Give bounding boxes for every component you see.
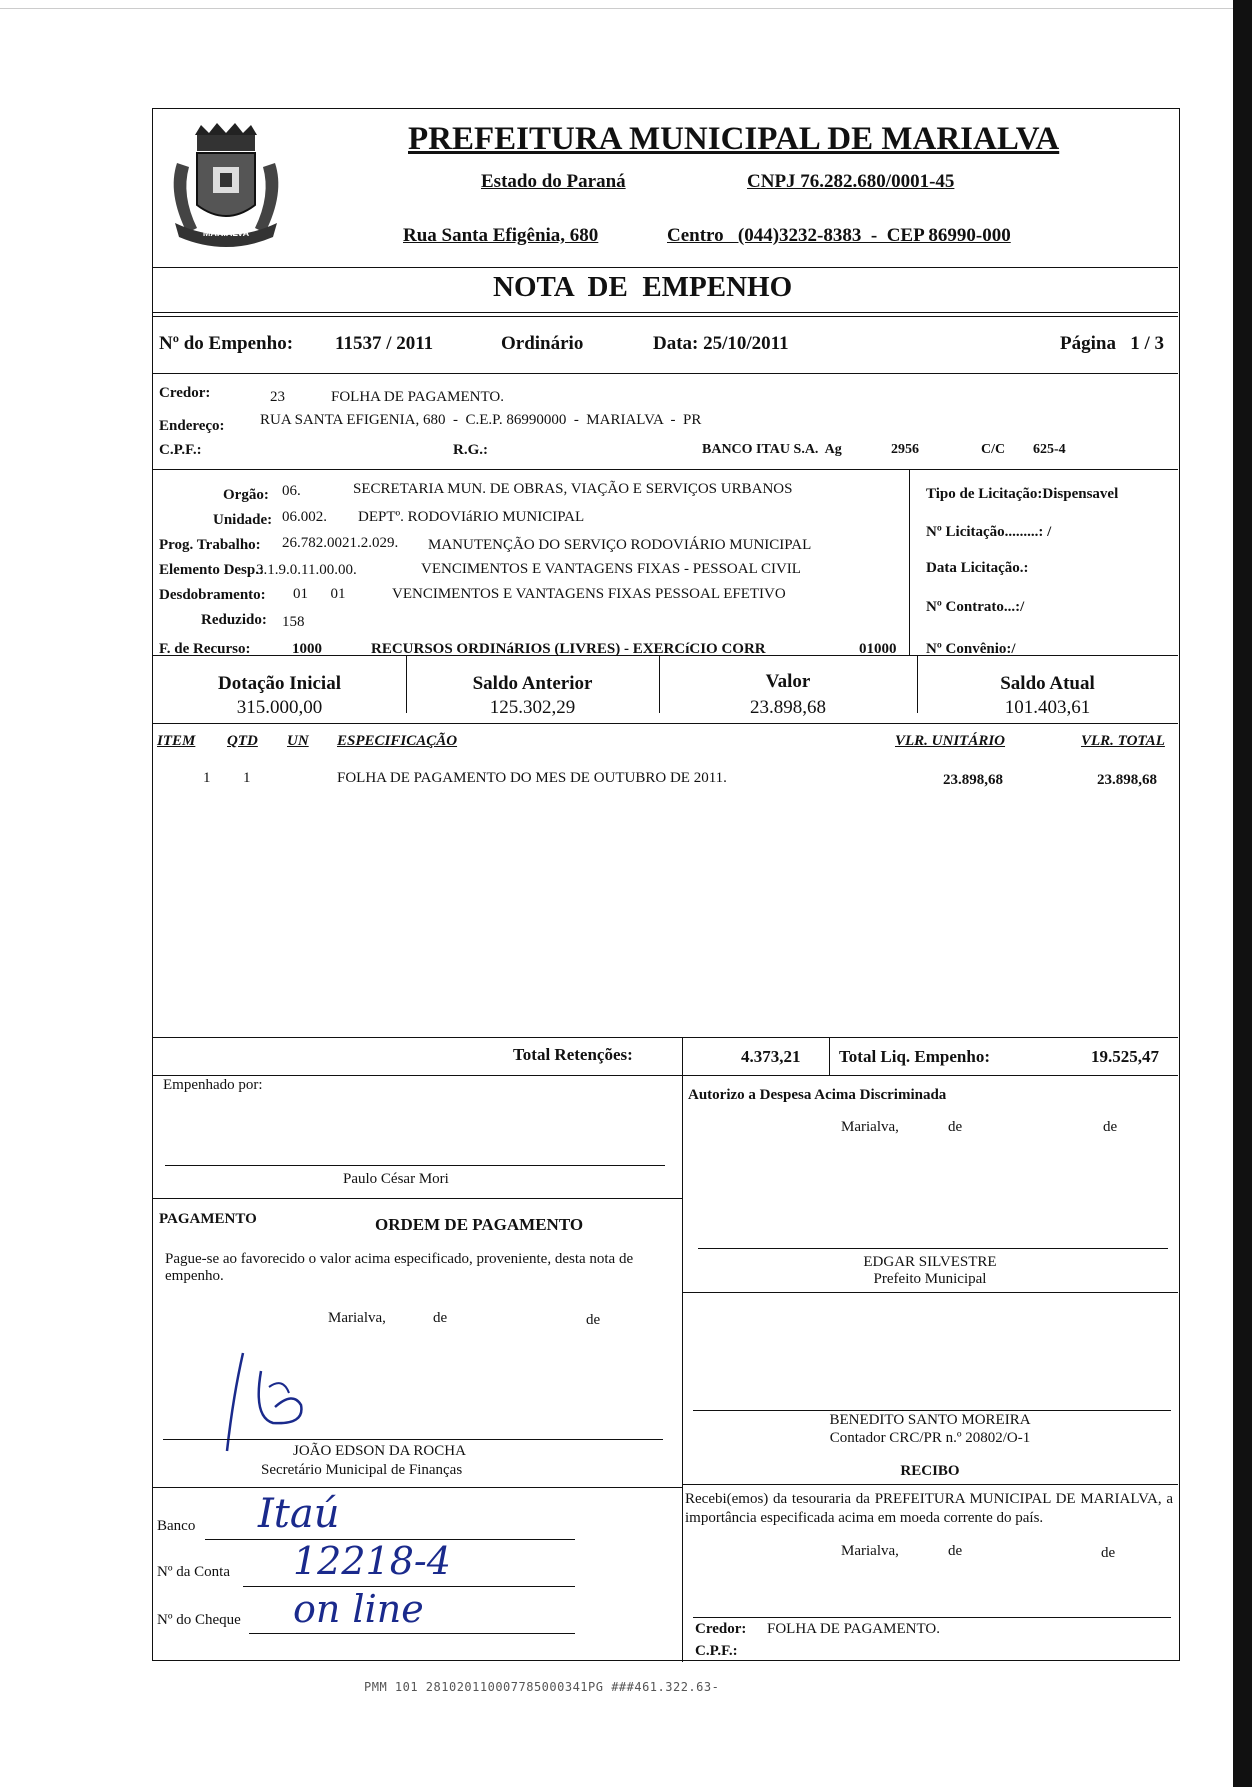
- autorizo-de-1: de: [948, 1119, 963, 1135]
- recibo-de-1: de: [948, 1543, 963, 1559]
- desdob-name: VENCIMENTOS E VANTAGENS FIXAS PESSOAL EFETIVO: [392, 586, 786, 602]
- col-qtd: QTD: [227, 733, 258, 749]
- rg-label: R.G.:: [453, 442, 488, 458]
- empenhado-label: Empenhado por:: [163, 1077, 263, 1093]
- item-unit-value: 23.898,68: [943, 772, 1003, 788]
- elemento-code: 3.1.9.0.11.00.00.: [256, 562, 357, 578]
- total-liquido-label: Total Liq. Empenho:: [839, 1047, 990, 1066]
- cpf-label: C.P.F.:: [159, 442, 202, 458]
- empenhado-name: Paulo César Mori: [343, 1171, 449, 1187]
- elemento-name: VENCIMENTOS E VANTAGENS FIXAS - PESSOAL CIVIL: [421, 561, 801, 577]
- recibo-cpf-label: C.P.F.:: [695, 1643, 738, 1659]
- prog-code: 26.782.0021.2.029.: [282, 535, 399, 551]
- col-total-value: VLR. TOTAL: [1081, 733, 1165, 749]
- header-address: Rua Santa Efigênia, 680: [403, 225, 599, 246]
- recibo-text: Recebi(emos) da tesouraria da PREFEITURA MUNICIPAL DE MARIALVA, a importância especificada acima em moeda corrente do país.: [685, 1491, 1173, 1526]
- header-cnpj: CNPJ 76.282.680/0001-45: [747, 171, 955, 192]
- recibo-credor-value: FOLHA DE PAGAMENTO.: [767, 1621, 940, 1637]
- bank-agency: 2956: [891, 442, 919, 457]
- autorizo-place: Marialva,: [841, 1119, 899, 1135]
- recibo-de-2: de: [1101, 1545, 1116, 1561]
- doc-title: NOTA DE EMPENHO: [493, 271, 793, 303]
- prefeito-role: Prefeito Municipal: [873, 1271, 987, 1287]
- licitacao-tipo: Tipo de Licitação:Dispensavel: [926, 486, 1119, 502]
- total-retencoes-value: 4.373,21: [741, 1047, 801, 1066]
- contador-name: BENEDITO SANTO MOREIRA: [829, 1412, 1031, 1428]
- pagamento-place: Marialva,: [328, 1310, 386, 1326]
- pagamento-de-2: de: [586, 1312, 601, 1328]
- pagamento-de-1: de: [433, 1310, 448, 1326]
- recibo-title: RECIBO: [900, 1463, 960, 1479]
- desdob-label: Desdobramento:: [159, 587, 266, 603]
- saldo-atual-value: 101.403,61: [1004, 697, 1091, 718]
- empenho-type: Ordinário: [501, 333, 584, 354]
- credor-name: FOLHA DE PAGAMENTO.: [331, 389, 504, 405]
- unidade-name: DEPTº. RODOVIáRIO MUNICIPAL: [358, 509, 585, 525]
- banco-label: Banco: [157, 1518, 196, 1534]
- item-description: FOLHA DE PAGAMENTO DO MES DE OUTUBRO DE 2011.: [337, 770, 727, 786]
- prog-name: MANUTENÇÃO DO SERVIÇO RODOVIÁRIO MUNICIPAL: [428, 537, 812, 553]
- unidade-code: 06.002.: [282, 509, 327, 525]
- recibo-place: Marialva,: [841, 1543, 899, 1559]
- footer-code: PMM 101 281020110007785000341PG ###461.322.63-: [364, 1680, 720, 1694]
- pagamento-signer-name: JOÃO EDSON DA ROCHA: [293, 1443, 466, 1459]
- desdob-code: 01 01: [293, 586, 346, 602]
- dotacao-value: 315.000,00: [236, 697, 323, 718]
- total-liquido-value: 19.525,47: [1091, 1047, 1159, 1066]
- valor-label: Valor: [765, 671, 811, 692]
- endereco-value: RUA SANTA EFIGENIA, 680 - C.E.P. 86990000 - MARIALVA - PR: [260, 412, 702, 428]
- credor-label: Credor:: [159, 385, 211, 401]
- cc-value: 625-4: [1033, 442, 1066, 457]
- pagamento-text: Pague-se ao favorecido o valor acima especificado, proveniente, desta nota de empenho.: [165, 1251, 634, 1284]
- handwritten-signature: [213, 1347, 333, 1457]
- page-number: Página 1 / 3: [1060, 333, 1164, 354]
- recurso-number: 01000: [859, 641, 897, 657]
- orgao-code: 06.: [282, 483, 301, 499]
- header-contact: Centro (044)3232-8383 - CEP 86990-000: [667, 225, 1011, 246]
- licitacao-numero: Nº Licitação.........: /: [926, 524, 1052, 540]
- autorizo-label: Autorizo a Despesa Acima Discriminada: [688, 1087, 947, 1103]
- nota-de-empenho-document: [152, 108, 1180, 1661]
- coat-of-arms-icon: [157, 123, 295, 251]
- prog-label: Prog. Trabalho:: [159, 537, 261, 553]
- empenho-date: Data: 25/10/2011: [653, 333, 789, 354]
- bank-name: BANCO ITAU S.A. Ag: [702, 442, 842, 457]
- licitacao-contrato: Nº Contrato...:/: [926, 599, 1025, 615]
- saldo-anterior-label: Saldo Anterior: [472, 673, 593, 694]
- unidade-label: Unidade:: [213, 512, 273, 528]
- saldo-anterior-value: 125.302,29: [489, 697, 576, 718]
- ordem-pagamento-label: ORDEM DE PAGAMENTO: [375, 1215, 584, 1234]
- cc-label: C/C: [981, 442, 1006, 457]
- cheque-label: Nº do Cheque: [157, 1612, 241, 1628]
- autorizo-de-2: de: [1103, 1119, 1118, 1135]
- total-retencoes-label: Total Retenções:: [513, 1045, 633, 1064]
- credor-code: 23: [270, 389, 285, 405]
- recurso-name: RECURSOS ORDINáRIOS (LIVRES) - EXERCíCIO CORR: [371, 641, 766, 657]
- scan-right-edge: [1233, 0, 1252, 1787]
- header-title: PREFEITURA MUNICIPAL DE MARIALVA: [408, 121, 1060, 157]
- col-item: ITEM: [157, 733, 196, 749]
- recurso-code: 1000: [292, 641, 322, 657]
- col-espec: ESPECIFICAÇÃO: [337, 733, 458, 749]
- svg-text:MARIALVA: MARIALVA: [202, 228, 250, 238]
- pagamento-signer-role: Secretário Municipal de Finanças: [261, 1462, 463, 1478]
- elemento-label: Elemento Desp.:: [159, 562, 264, 578]
- endereco-label: Endereço:: [159, 418, 225, 434]
- scan-top-edge: [0, 0, 1252, 9]
- conta-label: Nº da Conta: [157, 1564, 230, 1580]
- orgao-name: SECRETARIA MUN. DE OBRAS, VIAÇÃO E SERVIÇOS URBANOS: [353, 481, 793, 497]
- saldo-atual-label: Saldo Atual: [1000, 673, 1095, 694]
- orgao-label: Orgão:: [223, 487, 269, 503]
- item-number: 1: [203, 770, 211, 786]
- empenho-number: 11537 / 2011: [335, 333, 434, 354]
- recurso-label: F. de Recurso:: [159, 641, 251, 657]
- col-unit-value: VLR. UNITÁRIO: [895, 733, 1006, 749]
- pagamento-label: PAGAMENTO: [159, 1211, 257, 1227]
- empenho-label: Nº do Empenho:: [159, 333, 294, 354]
- col-un: UN: [287, 733, 309, 749]
- licitacao-convenio: Nº Convênio:/: [926, 641, 1016, 657]
- recibo-credor-label: Credor:: [695, 1621, 747, 1637]
- reduzido-value: 158: [282, 614, 305, 630]
- dotacao-label: Dotação Inicial: [218, 673, 341, 694]
- reduzido-label: Reduzido:: [201, 612, 267, 628]
- conta-value: 12218-4: [293, 1539, 451, 1583]
- item-qtd: 1: [243, 770, 251, 786]
- cheque-value: on line: [293, 1587, 424, 1631]
- item-total-value: 23.898,68: [1097, 772, 1157, 788]
- header-state: Estado do Paraná: [481, 171, 626, 192]
- prefeito-name: EDGAR SILVESTRE: [863, 1254, 997, 1270]
- licitacao-data: Data Licitação.:: [926, 560, 1029, 576]
- valor-value: 23.898,68: [750, 697, 826, 718]
- banco-value: Itaú: [258, 1491, 340, 1537]
- contador-role: Contador CRC/PR n.º 20802/O-1: [829, 1430, 1031, 1446]
